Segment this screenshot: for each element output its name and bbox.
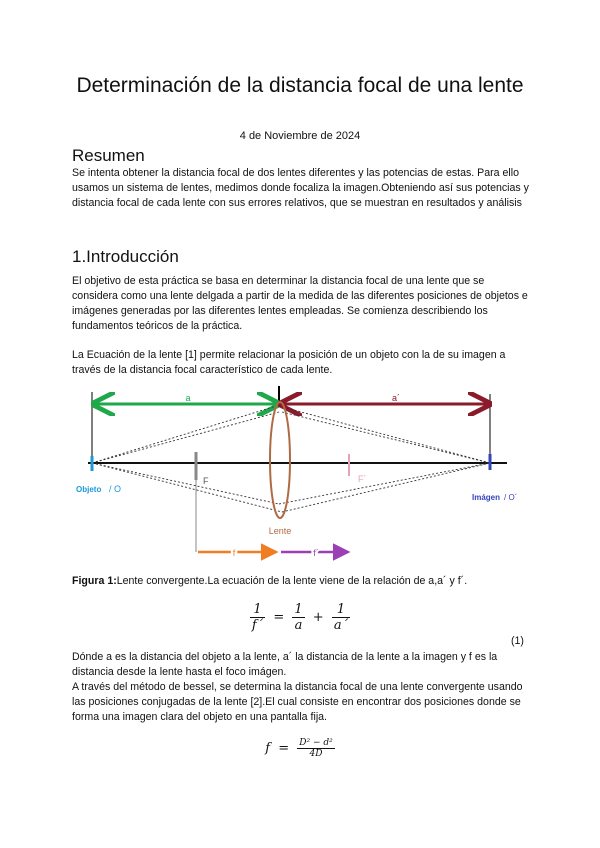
intro-paragraph-1: El objetivo de esta práctica se basa en determinar la distancia focal de una lente que se considera como una lente delgada a partir de la medida de las diferentes posiciones de objetos e imágenes generadas por las diferentes lentes empleadas. Se comienza describiendo los fundamentos teóricos de la práctica.: [72, 275, 528, 332]
eq2-lhs: f: [265, 741, 271, 756]
lens-equation: [0, 602, 600, 633]
intro-paragraph-2: La Ecuación de la lente [1] permite relacionar la posición de un objeto con la de su imagen a través de la distancia focal característico de cada lente.: [72, 349, 506, 376]
abstract-text: Se intenta obtener la distancia focal de dos lentes diferentes y las potencias de estas. Para ello usamos un sistema de lentes, medimos donde focaliza la imagen.Obteniendo así sus potencias y distancia focal de cada lente con sus errores relativos, que se muestran en resultados y análisis: [72, 167, 529, 209]
lens-shape: [270, 402, 290, 518]
eq1-plus: +: [312, 610, 324, 625]
eq1-equals: =: [273, 610, 285, 625]
f-label: f: [232, 548, 236, 558]
a-prime-label: a´: [391, 393, 401, 403]
image-symbol: / O´: [504, 493, 518, 502]
image-label: Imágen: [472, 493, 501, 502]
eq1-t2-num: 1: [332, 602, 350, 618]
lens-diagram: [70, 384, 530, 564]
object-label: Objeto: [76, 485, 102, 494]
intro-heading: 1.Introducción: [72, 247, 179, 266]
a-label: a: [185, 393, 191, 403]
ray-lines: [92, 406, 490, 512]
F-prime-label: F´: [358, 474, 367, 484]
bessel-equation: [0, 738, 600, 759]
eq2-equals: =: [278, 741, 290, 756]
object-symbol: / O: [109, 484, 122, 494]
caption-bold: Figura 1:: [72, 575, 117, 587]
eq2-num: D² − d²: [299, 738, 333, 748]
equation-number: (1): [511, 635, 524, 647]
definitions-paragraph: Dónde a es la distancia del objeto a la lente, a´ la distancia de la lente a la imagen y f es la distancia desde la lente hasta el foco imágen.: [72, 651, 498, 678]
figure-caption: [72, 575, 552, 587]
f-prime-label: f´: [313, 548, 319, 558]
paper-title: Determinación de la distancia focal de una lente: [76, 74, 524, 97]
eq1-t1-den: a: [294, 618, 303, 633]
eq1-lhs-num: 1: [250, 602, 265, 618]
eq1-t2-den: a´: [333, 618, 349, 633]
paper-date: 4 de Noviembre de 2024: [239, 130, 361, 142]
lens-label: Lente: [268, 526, 292, 536]
abstract-heading: Resumen: [72, 146, 145, 165]
eq1-t1-num: 1: [294, 602, 303, 617]
caption-text: Lente convergente.La ecuación de la lente viene de la relación de a,a´ y f´.: [116, 575, 468, 587]
bessel-paragraph: A través del método de bessel, se determina la distancia focal de una lente convergente usando las posiciones conjugadas de la lente [2].El cual consiste en encontrar dos posiciones donde se forma una imagen clara del objeto en una pantalla fija.: [72, 681, 523, 723]
eq1-lhs-den: f´: [251, 618, 264, 633]
F-label: F: [203, 476, 209, 486]
eq2-den: 4D: [309, 749, 323, 759]
